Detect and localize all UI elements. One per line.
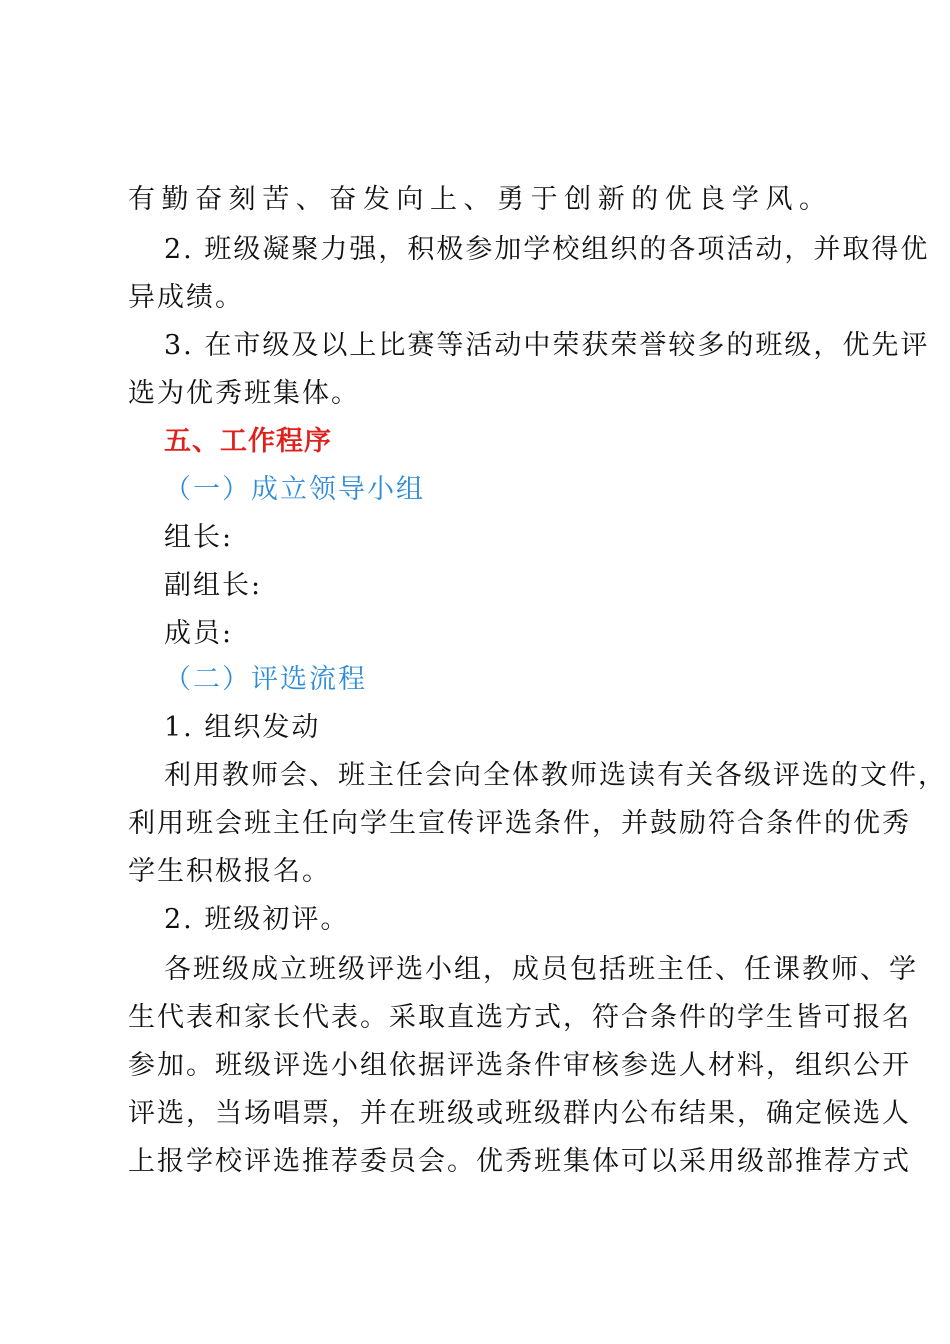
members-label: 成员: [164,618,234,649]
sub-heading: （一）成立领导小组 [164,474,425,505]
paragraph-line: 有勤奋刻苦、奋发向上、勇于创新的优良学风。 [128,184,828,215]
paragraph-line: 生代表和家长代表。采取直选方式，符合条件的学生皆可报名 [128,1002,911,1033]
step-heading: 1. 组织发动 [164,712,321,743]
section-heading: 五、工作程序 [164,426,332,457]
paragraph-line: 上报学校评选推荐委员会。优秀班集体可以采用级部推荐方式 [128,1146,911,1177]
paragraph-line: 各班级成立班级评选小组，成员包括班主任、任课教师、学 [164,954,918,985]
paragraph-line: 选为优秀班集体。 [128,378,360,409]
leader-label: 组长: [164,522,234,553]
paragraph-line: 学生积极报名。 [128,856,331,887]
paragraph-line: 评选，当场唱票，并在班级或班级群内公布结果，确定候选人 [128,1098,911,1129]
sub-heading: （二）评选流程 [164,664,367,695]
deputy-leader-label: 副组长: [164,570,263,601]
paragraph-line: 利用教师会、班主任会向全体教师选读有关各级评选的文件， [164,760,947,791]
list-item-3: 3. 在市级及以上比赛等活动中荣获荣誉较多的班级，优先评 [164,330,930,361]
paragraph-line: 参加。班级评选小组依据评选条件审核参选人材料，组织公开 [128,1050,911,1081]
list-item-2: 2. 班级凝聚力强，积极参加学校组织的各项活动，并取得优 [164,234,930,265]
step-heading: 2. 班级初评。 [164,904,350,935]
paragraph-line: 利用班会班主任向学生宣传评选条件，并鼓励符合条件的优秀 [128,808,911,839]
paragraph-line: 异成绩。 [128,282,244,313]
